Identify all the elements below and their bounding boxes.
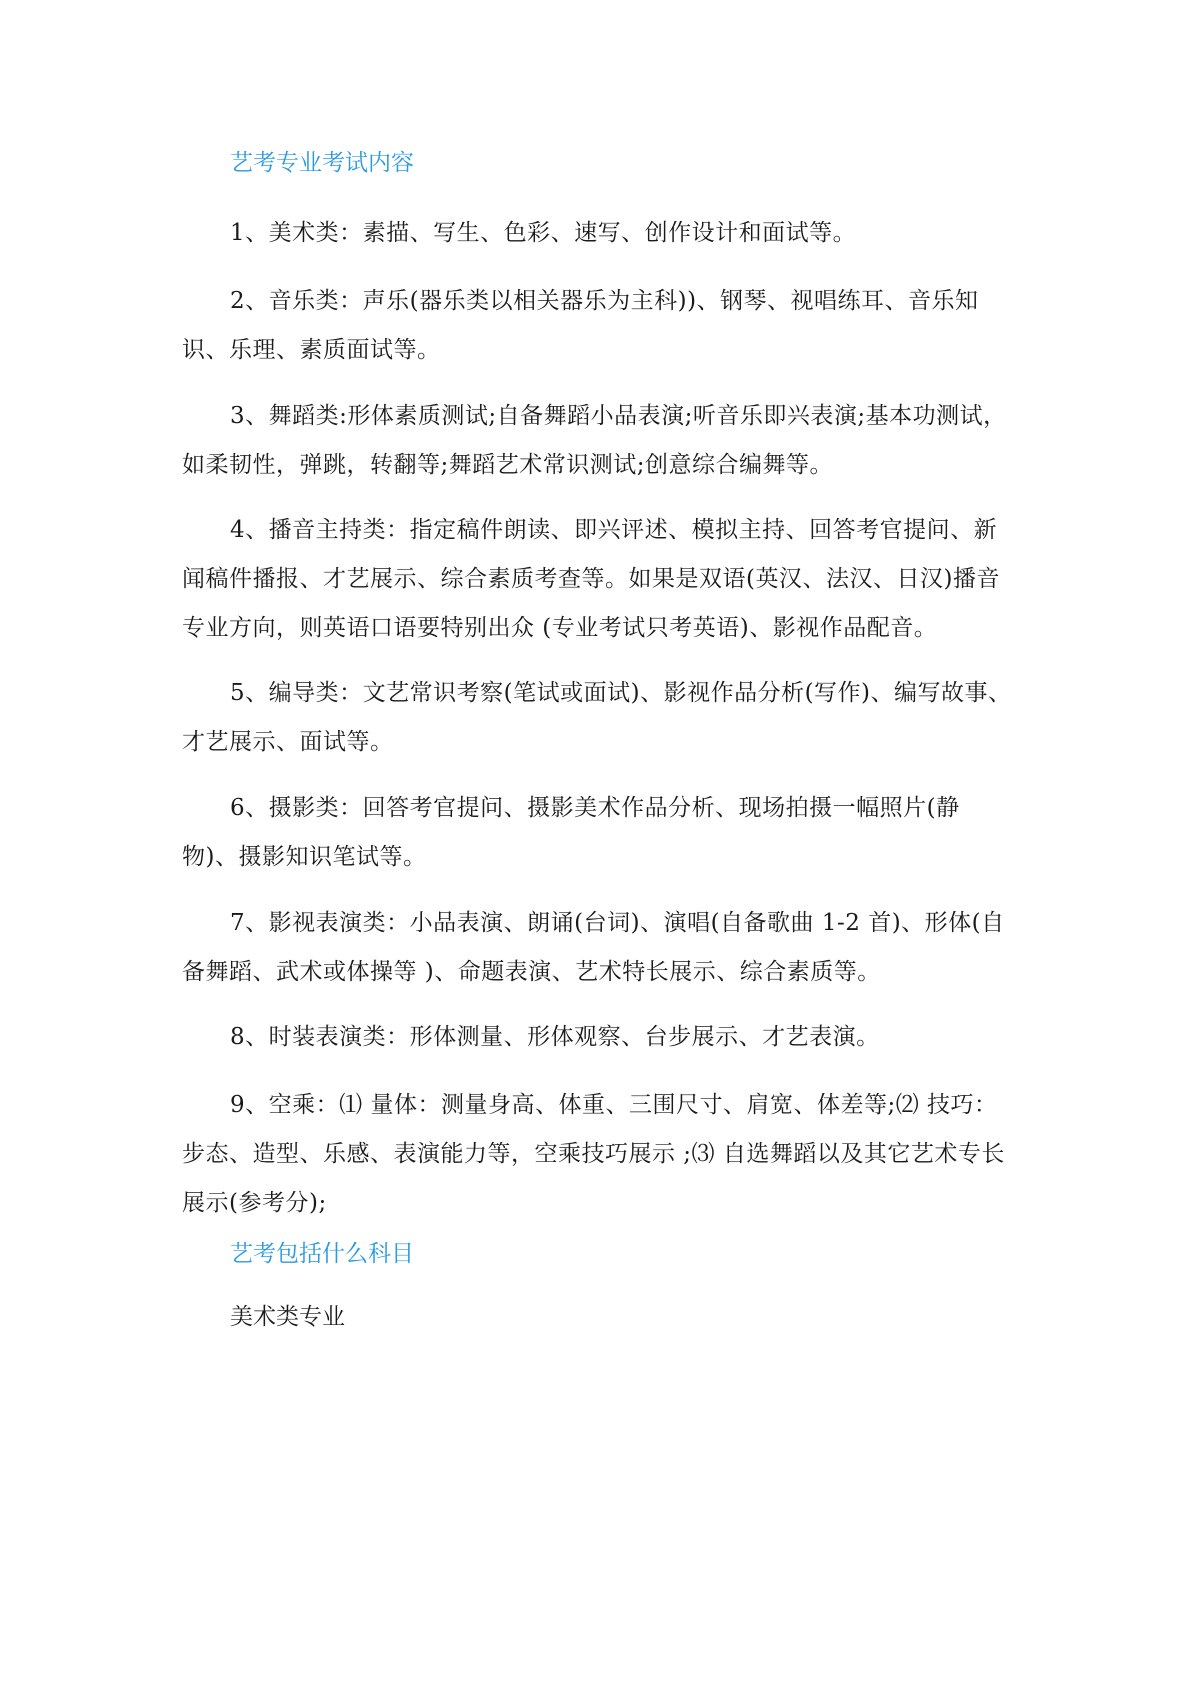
section-heading-exam-content: 艺考专业考试内容 xyxy=(230,150,414,176)
section-heading-subjects: 艺考包括什么科目 xyxy=(230,1241,414,1267)
exam-item-music: 2、音乐类：声乐(器乐类以相关器乐为主科))、钢琴、视唱练耳、音乐知识、乐理、素质面试等。 xyxy=(182,288,979,363)
exam-item-fashion-show: 8、时装表演类：形体测量、形体观察、台步展示、才艺表演。 xyxy=(230,1024,880,1050)
exam-item-broadcasting: 4、播音主持类：指定稿件朗读、即兴评述、模拟主持、回答考官提问、新闻稿件播报、才艺展示、综合素质考查等。如果是双语(英汉、法汉、日汉)播音专业方向，则英语口语要特别出众 (专业考试只考英语)、影视作品配音。 xyxy=(182,517,1000,641)
exam-item-directing: 5、编导类：文艺常识考察(笔试或面试)、影视作品分析(写作)、编写故事、才艺展示、面试等。 xyxy=(182,680,1012,755)
subject-art-major: 美术类专业 xyxy=(230,1304,345,1330)
exam-item-film-acting: 7、影视表演类：小品表演、朗诵(台词)、演唱(自备歌曲 1-2 首)、形体(自备舞蹈、武术或体操等 )、命题表演、艺术特长展示、综合素质等。 xyxy=(182,910,1005,985)
exam-item-photography: 6、摄影类：回答考官提问、摄影美术作品分析、现场拍摄一幅照片(静物)、摄影知识笔试等。 xyxy=(182,795,960,870)
exam-item-dance: 3、舞蹈类:形体素质测试;自备舞蹈小品表演;听音乐即兴表演;基本功测试，如柔韧性，弹跳，转翻等;舞蹈艺术常识测试;创意综合编舞等。 xyxy=(182,403,1007,478)
exam-item-flight-attendant: 9、空乘：⑴ 量体：测量身高、体重、三围尺寸、肩宽、体差等;⑵ 技巧：步态、造型、乐感、表演能力等，空乘技巧展示 ;⑶ 自选舞蹈以及其它艺术专长展示(参考分); xyxy=(182,1092,1005,1216)
exam-item-art: 1、美术类：素描、写生、色彩、速写、创作设计和面试等。 xyxy=(230,220,857,246)
